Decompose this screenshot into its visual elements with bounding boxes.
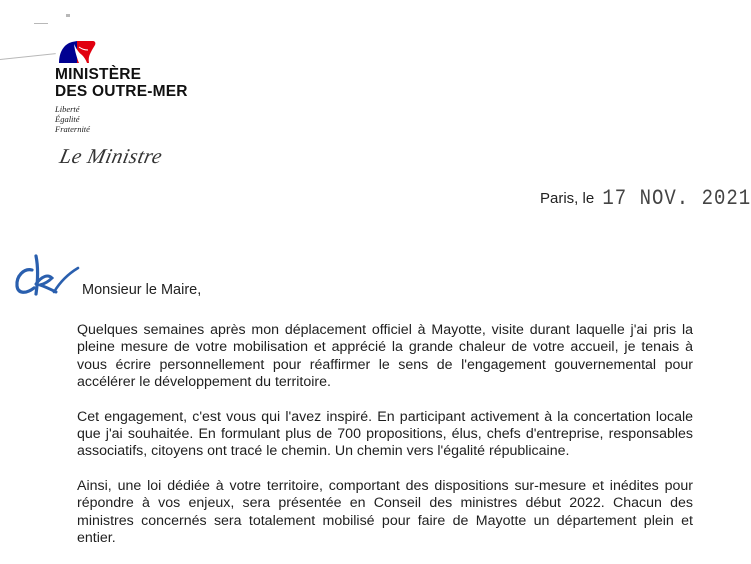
signatory-title: Le Ministre xyxy=(57,144,165,168)
date-stamp: 17 NOV. 2021 xyxy=(602,185,751,211)
ministry-name-line2: DES OUTRE-MER xyxy=(55,83,188,100)
paragraph: Quelques semaines après mon déplacement officiel à Mayotte, visite durant laquelle j'ai pris la pleine mesure de votre mobilisation et apprécié la grande chaleur de votre accueil, je tenais à vous écrire personnellement pour réaffirmer le sens de l'engagement gouvernemental pour accélérer le développement du territoire. xyxy=(77,322,693,391)
ministry-logo xyxy=(55,38,205,134)
ministry-name xyxy=(55,66,205,100)
handwritten-initials-icon xyxy=(10,252,82,302)
paragraph: Ainsi, une loi dédiée à votre territoire, comportant des dispositions sur-mesure et inédites pour répondre à vos enjeux, sera présentée en Conseil des ministres début 2022. Chacun des ministres concernés sera totalement mobilisé pour faire de Mayotte un département plein et entier. xyxy=(77,477,693,547)
motto-egalite: Égalité xyxy=(55,114,80,124)
marianne-emblem-icon xyxy=(55,38,99,64)
scan-artifact xyxy=(66,14,70,17)
date-prefix: Paris, le xyxy=(540,190,595,207)
salutation: Monsieur le Maire, xyxy=(82,282,202,298)
motto-liberte: Liberté xyxy=(55,104,80,114)
paragraph: Cet engagement, c'est vous qui l'avez inspiré. En participant activement à la concertation locale que j'ai souhaitée. En formulant plus de 700 propositions, élus, chefs d'entreprise, responsables associatifs, citoyens ont tracé le chemin. Un chemin vers l'égalité républicaine. xyxy=(77,408,693,460)
letter-body xyxy=(77,322,693,564)
republic-motto xyxy=(55,104,205,134)
date-line xyxy=(540,187,751,209)
ministry-name-line1: MINISTÈRE xyxy=(55,66,142,83)
scan-artifact xyxy=(34,23,48,24)
motto-fraternite: Fraternité xyxy=(55,124,90,134)
scan-artifact xyxy=(0,53,56,60)
